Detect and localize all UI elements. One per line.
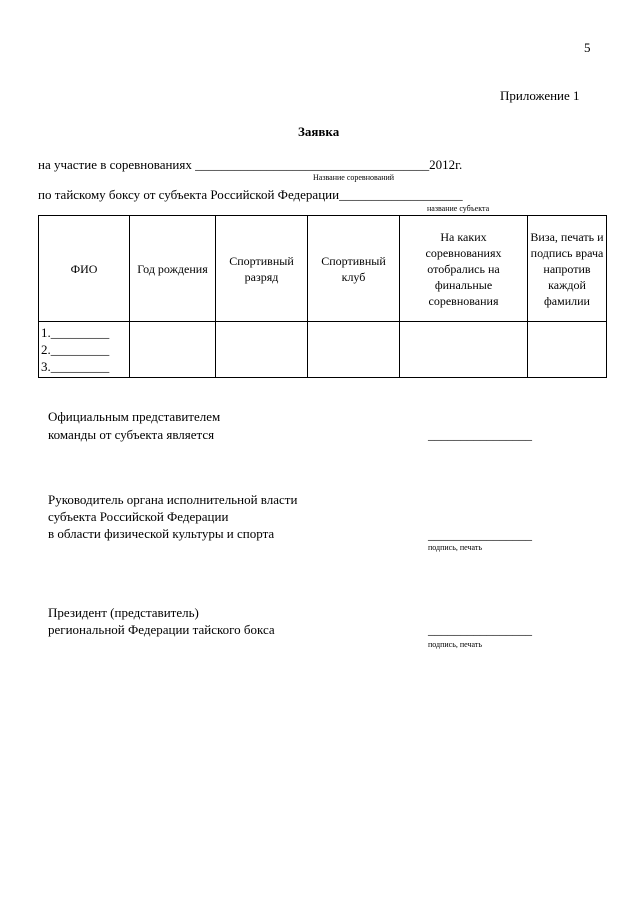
page-number: 5 (584, 40, 591, 55)
representative-signature-blank: ________________ (428, 427, 532, 442)
representative-line-2: команды от субъекта является (48, 427, 215, 442)
head-authority-signature-blank: ________________ (428, 527, 532, 542)
competition-line: на участие в соревнованиях ____________________________________2012г. (38, 157, 463, 172)
header-fio: ФИО (39, 216, 130, 322)
header-qualifying-competitions: На каких соревнованиях отобрались на финальные соревнования (400, 216, 528, 322)
document-title: Заявка (298, 124, 340, 139)
sport-rank-cell (216, 322, 308, 378)
subject-name-hint: название субъекта (427, 204, 490, 213)
participant-line-1: 1._________ (41, 325, 110, 340)
competition-name-hint: Название соревнований (313, 173, 395, 182)
table-row (39, 322, 607, 378)
qualifying-competitions-cell (400, 322, 528, 378)
sport-club-cell (308, 322, 400, 378)
application-table (38, 215, 607, 378)
header-doctor-visa: Виза, печать и подпись врача напротив каждой фамилии (528, 216, 607, 322)
head-authority-line-1: Руководитель органа исполнительной власти (48, 492, 298, 507)
participant-line-2: 2._________ (41, 342, 110, 357)
representative-line-1: Официальным представителем (48, 409, 221, 424)
president-signature-blank: ________________ (428, 622, 532, 637)
head-authority-line-2: субъекта Российской Федерации (48, 509, 229, 524)
header-sport-club: Спортивный клуб (308, 216, 400, 322)
president-line-1: Президент (представитель) (48, 605, 199, 620)
header-birth-year: Год рождения (130, 216, 216, 322)
president-line-2: региональной Федерации тайского бокса (48, 622, 275, 637)
header-sport-rank: Спортивный разряд (216, 216, 308, 322)
participant-line-3: 3._________ (41, 359, 110, 374)
doctor-visa-cell (528, 322, 607, 378)
subject-line: по тайскому боксу от субъекта Российской Федерации___________________ (38, 187, 463, 202)
birth-year-cell (130, 322, 216, 378)
table-header-row (39, 216, 607, 322)
fio-cell (39, 322, 130, 378)
head-authority-signature-hint: подпись, печать (428, 543, 483, 552)
appendix-label: Приложение 1 (500, 88, 580, 103)
president-signature-hint: подпись, печать (428, 640, 483, 649)
head-authority-line-3: в области физической культуры и спорта (48, 526, 275, 541)
